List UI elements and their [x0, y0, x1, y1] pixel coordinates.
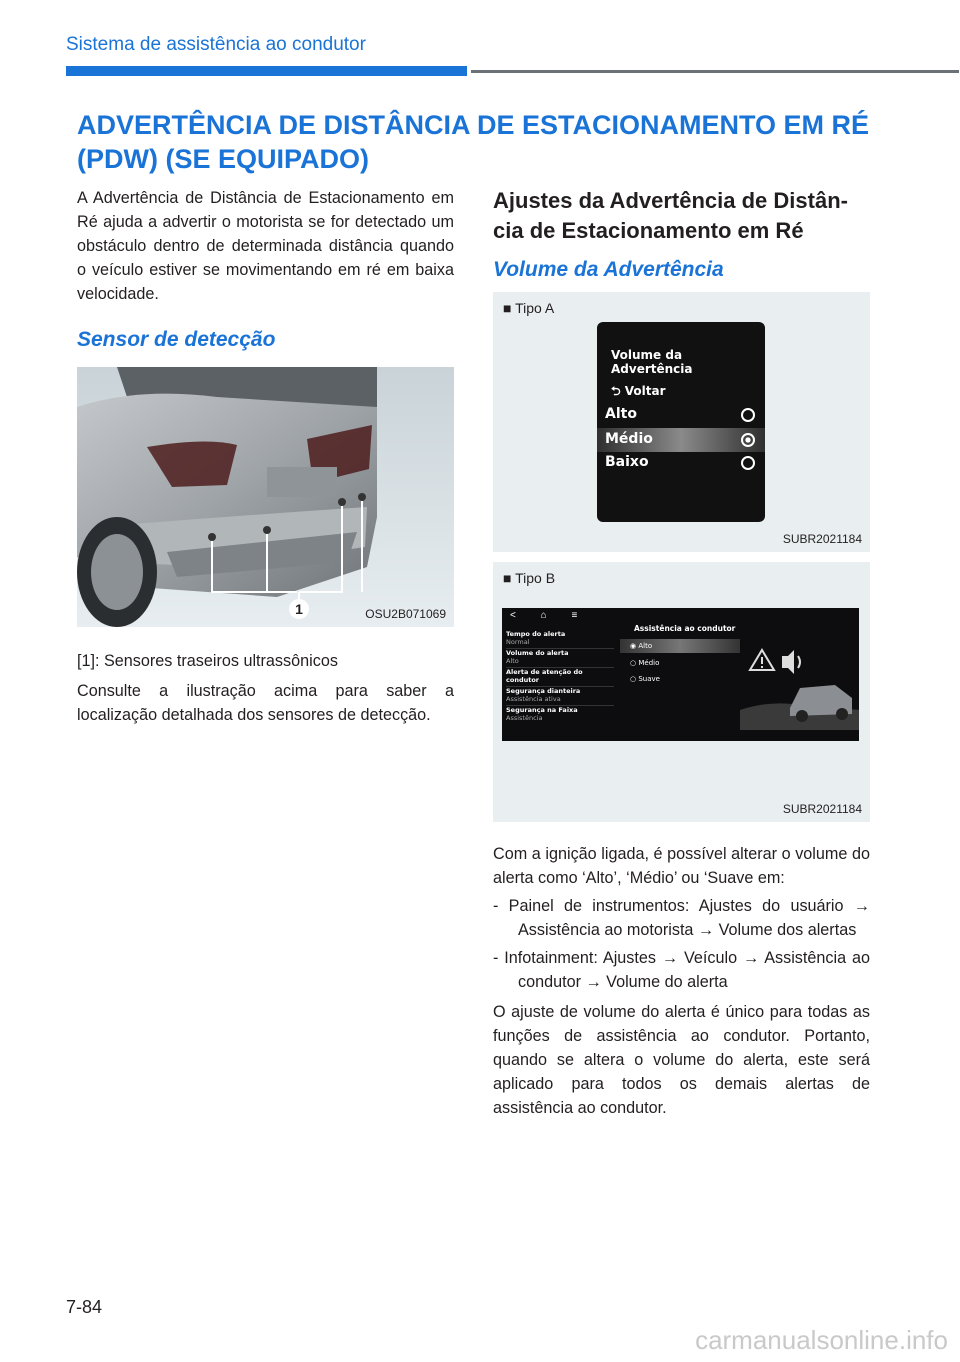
option-alto-label: Alto [605, 406, 637, 422]
menu-item[interactable] [506, 706, 614, 724]
sensor-illustration [77, 367, 454, 627]
option-alto[interactable] [605, 406, 755, 426]
list-item-cluster: - Painel de instrumentos: Ajustes do usuário → Assistência ao motorista → Volume dos alertas [493, 897, 870, 939]
option-medio-label: Médio [638, 659, 660, 667]
menu-item-title: Tempo do alerta [506, 630, 566, 638]
figure-code: OSU2B071069 [365, 607, 446, 621]
radio-unselected-icon [741, 408, 755, 422]
figure-tipo-b [493, 562, 870, 822]
option-suave-label: Suave [638, 675, 660, 683]
option-medio[interactable]: ○ Médio [630, 659, 660, 667]
radio-selected-icon [741, 433, 755, 447]
header-bar-accent [66, 66, 467, 76]
header-bar-rule [471, 70, 959, 73]
option-baixo[interactable] [605, 454, 755, 474]
radio-unselected-icon [741, 456, 755, 470]
page-title [77, 108, 877, 176]
option-medio-label: Médio [605, 431, 653, 447]
tipo-b-text: Tipo B [515, 570, 556, 586]
menu-item[interactable] [506, 649, 614, 668]
volume-paragraph: Com a ignição ligada, é possível alterar o volume do alerta como ‘Alto’, ‘Médio’ ou ‘Suave em: [493, 845, 870, 887]
infotainment-screen [502, 608, 859, 741]
option-medio[interactable] [597, 428, 765, 452]
left-column [77, 186, 454, 727]
menu-item-sub: Assistência ativa [506, 695, 561, 703]
settings-heading [493, 186, 870, 246]
vehicle-warning-graphic [740, 630, 859, 730]
watermark: carmanualsonline.info [695, 1325, 948, 1355]
back-item[interactable]: ⮌ Voltar [611, 384, 666, 398]
settings-menu-list [506, 630, 614, 724]
figure-tipo-a [493, 292, 870, 552]
list-item-infotainment: - Infotainment: Ajustes → Veículo → Assistência ao condutor → Volume do alerta [493, 949, 870, 991]
menu-item[interactable] [506, 630, 614, 649]
option-baixo-label: Baixo [605, 454, 649, 470]
right-column [493, 186, 870, 1120]
tipo-a-text: Tipo A [515, 300, 555, 316]
cluster-screen-title: Volume da Advertência [611, 348, 693, 376]
home-icon[interactable]: ⌂ [540, 610, 547, 621]
figure-b-code: SUBR2021184 [782, 802, 862, 816]
menu-item-title: Segurança dianteira [506, 687, 581, 695]
menu-item-sub: Alto [506, 657, 519, 665]
consult-paragraph: Consulte a ilustração acima para saber a localização detalhada dos sensores de detecção. [77, 682, 454, 724]
options-panel [620, 624, 740, 683]
menu-item-sub: Assistência [506, 714, 543, 722]
callout-number: 1 [295, 601, 303, 617]
option-suave[interactable]: ○ Suave [630, 675, 660, 683]
page-title-line-1: ADVERTÊNCIA DE DISTÂNCIA DE ESTACIONAMENTO EM RÉ [77, 110, 870, 140]
page-title-line-2: (PDW) (SE EQUIPADO) [77, 144, 369, 174]
menu-item-title: Alerta de atenção do condutor [506, 668, 583, 684]
menu-item-title: Volume do alerta [506, 649, 569, 657]
sensor-section-title: Sensor de detecção [77, 328, 276, 351]
settings-heading-line-2: cia de Estacionamento em Ré [493, 218, 804, 243]
menu-item-sub: Normal [506, 638, 530, 646]
menu-item-title: Segurança na Faixa [506, 706, 578, 714]
menu-item[interactable] [506, 687, 614, 706]
back-label: Voltar [624, 384, 666, 398]
volume-section-title: Volume da Advertência [493, 258, 724, 281]
unified-volume-paragraph: O ajuste de volume do alerta é único para todas as funções de assistência ao condutor. Portanto, quando se altera o volume do alerta, este será aplicado para todos os demais alertas de assistência ao condutor. [493, 1003, 870, 1117]
menu-item[interactable] [506, 668, 614, 687]
cluster-screen [597, 322, 765, 522]
figure-caption: [1]: Sensores traseiros ultrassônicos [77, 652, 338, 670]
page-number: 7-84 [66, 1297, 103, 1317]
figure-a-code: SUBR2021184 [782, 532, 862, 546]
screen-topbar [510, 610, 577, 621]
section-header: Sistema de assistência ao condutor [66, 34, 366, 55]
intro-paragraph: A Advertência de Distância de Estacionamento em Ré ajuda a advertir o motorista se for detectado um obstáculo dentro de determinada distância quando o veículo estiver se movimentando em ré em baixa velocidade. [77, 189, 454, 303]
option-alto[interactable]: ◉ Alto [620, 639, 740, 653]
options-panel-title: Assistência ao condutor [634, 624, 736, 633]
settings-heading-line-1: Ajustes da Advertência de Distân- [493, 188, 848, 213]
menu-icon[interactable]: ≡ [571, 610, 578, 621]
option-alto-label: Alto [638, 642, 653, 650]
tipo-a-label: ■ Tipo A [503, 300, 555, 316]
tipo-b-label: ■ Tipo B [503, 570, 556, 586]
car-rear-illustration [77, 367, 454, 627]
callout-badge [289, 599, 309, 619]
back-icon[interactable]: < [510, 610, 516, 621]
